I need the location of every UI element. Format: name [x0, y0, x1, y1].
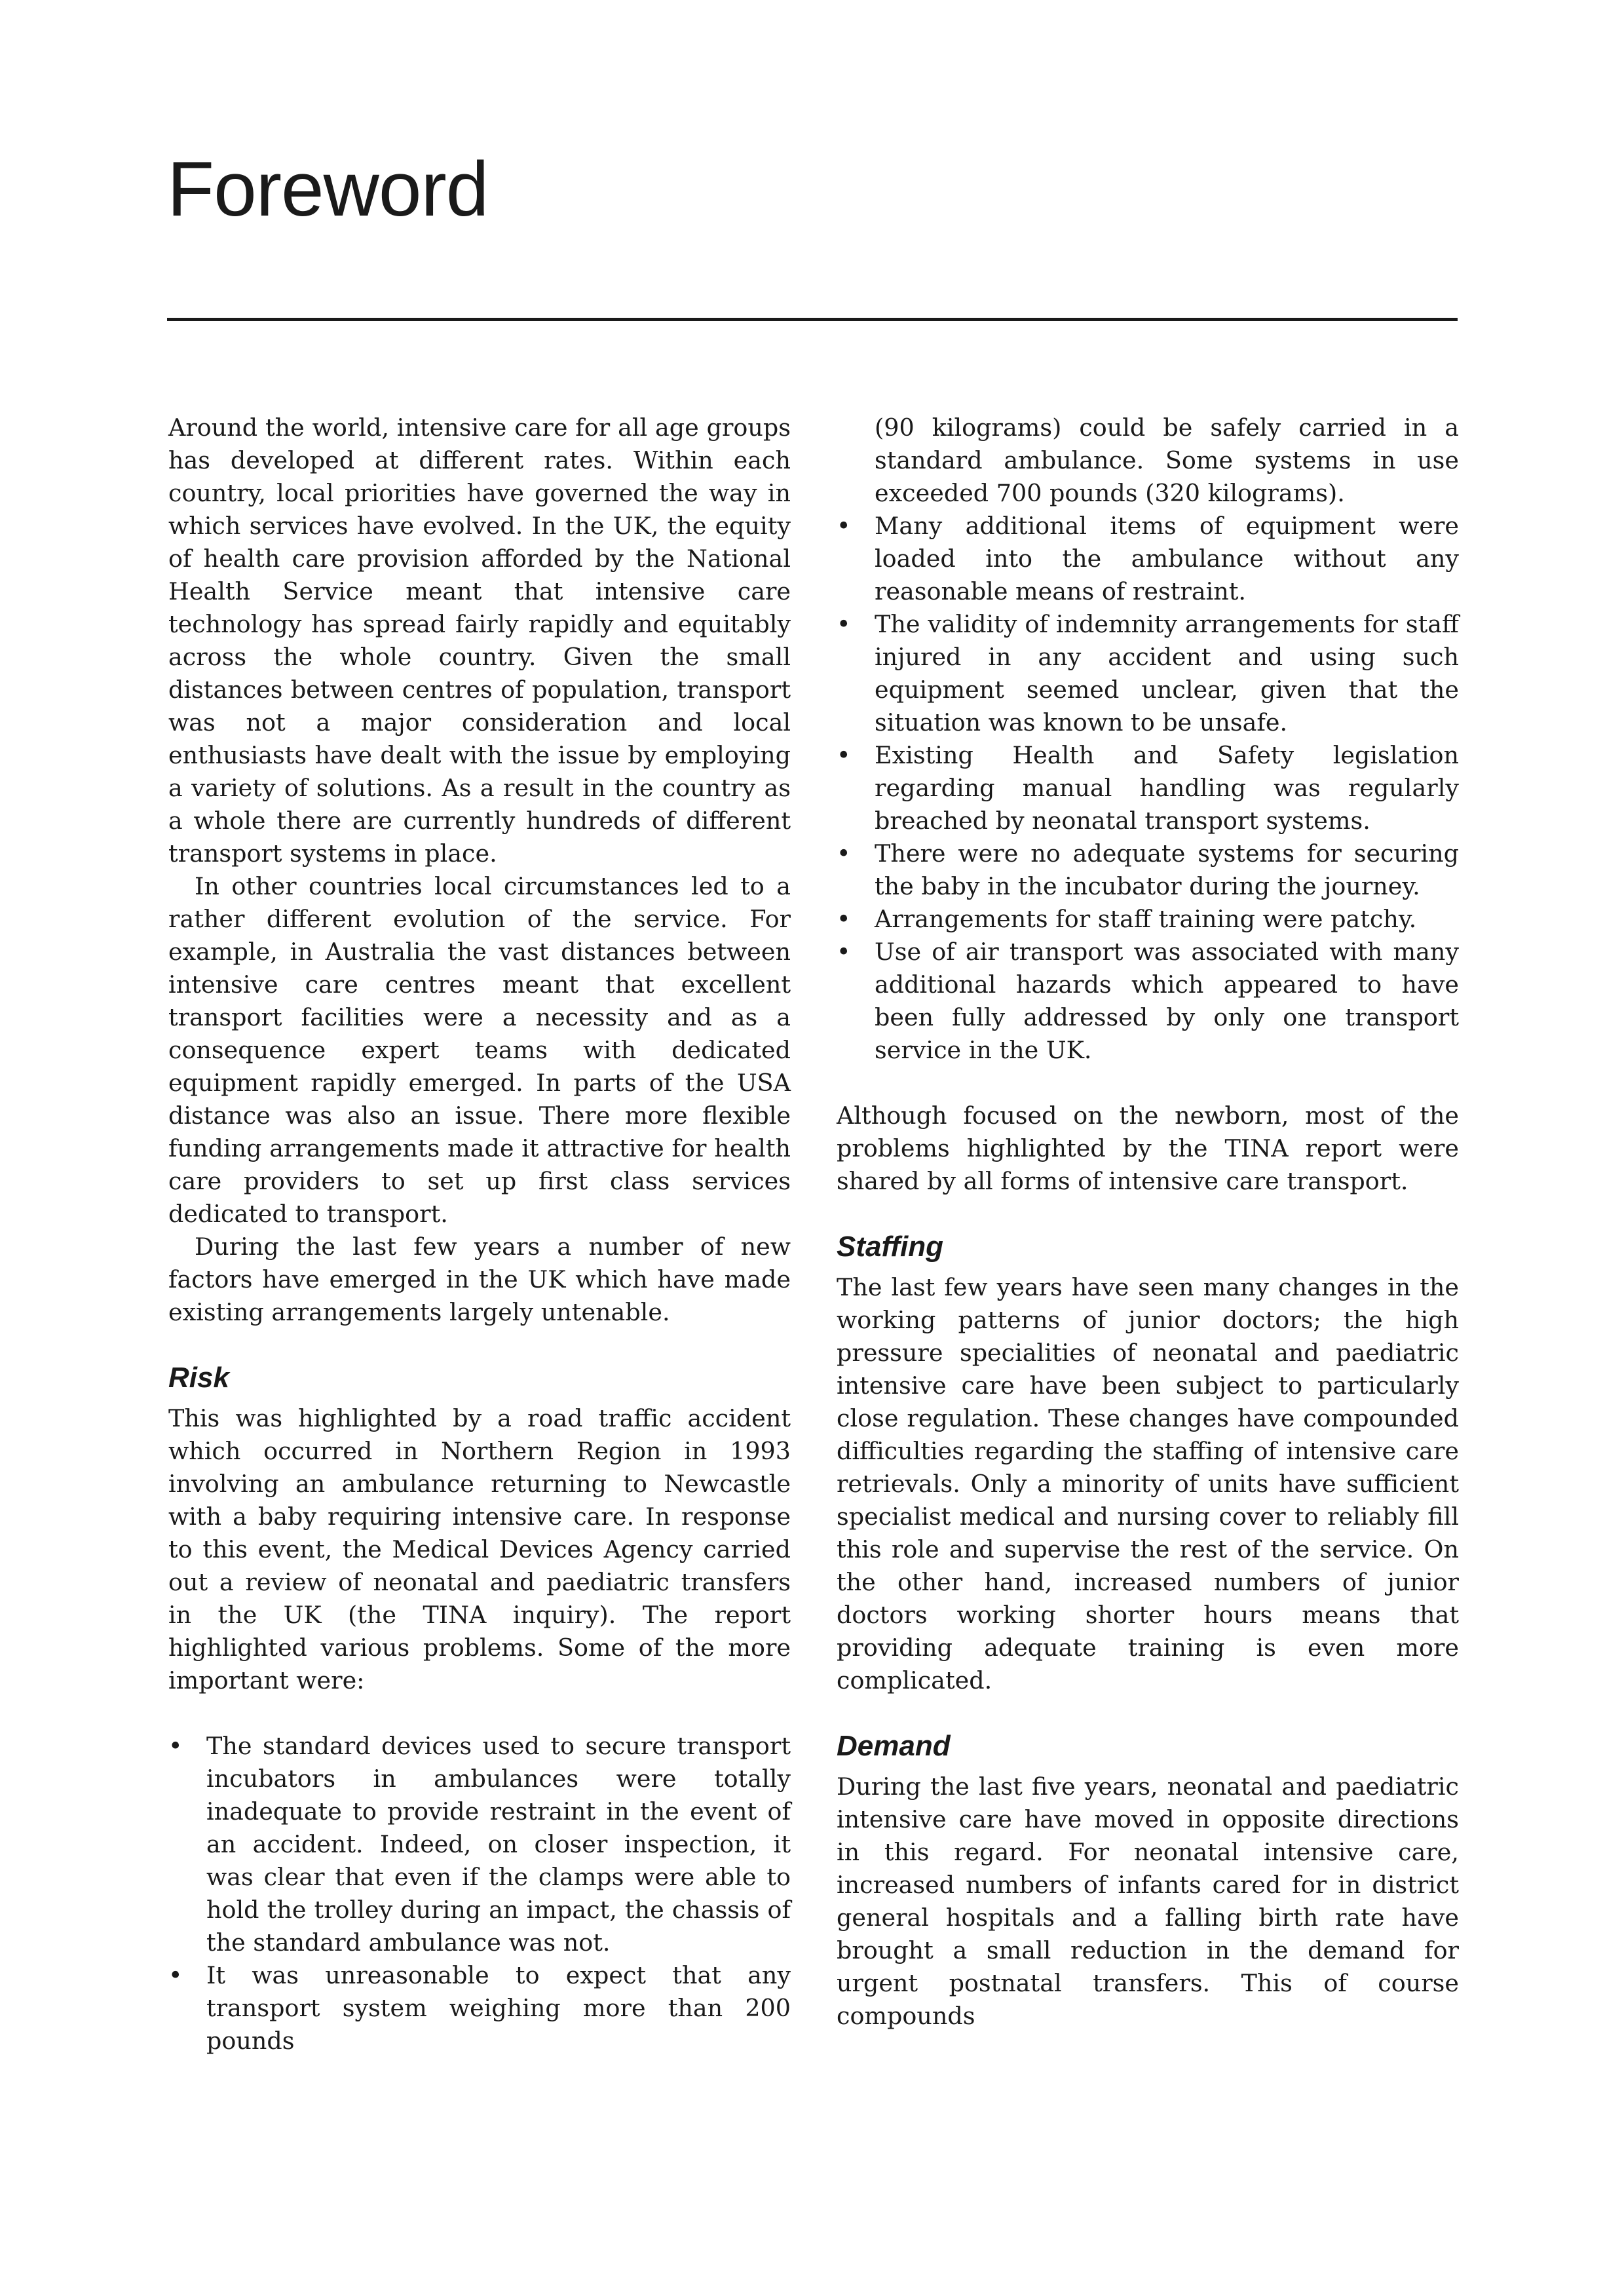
staffing-heading: Staffing [837, 1231, 943, 1263]
spacer [837, 1067, 1459, 1100]
left-column [168, 411, 791, 2057]
continued-list-text: (90 kilograms) could be safely carried in a standard ambulance. Some systems in use exceeded 700 pounds (320 kilograms). [875, 413, 1459, 507]
spacer [168, 1697, 791, 1730]
staffing-paragraph: The last few years have seen many changes in the working patterns of junior doctors; the high pressure specialities of neonatal and paediatric intensive care have been subject to particularly close regulation. These changes have compounded difficulties regarding the staffing of intensive care retrievals. Only a minority of units have sufficient specialist medical and nursing cover to reliably fill this role and supervise the rest of the service. On the other hand, increased numbers of junior doctors working shorter hours means that providing adequate training is even more complicated. [837, 1273, 1459, 1694]
list-item: • It was unreasonable to expect that any transport system weighing more than 200 pounds [168, 1959, 791, 2057]
title-rule [167, 318, 1458, 321]
intro-paragraph-3: During the last few years a number of new factors have emerged in the UK which have made existing arrangements largely untenable. [168, 1233, 791, 1326]
risk-bullet-list [168, 1730, 791, 2057]
list-item: • Arrangements for staff training were patchy. [837, 903, 1459, 936]
list-item: • Existing Health and Safety legislation regarding manual handling was regularly breached by neonatal transport systems. [837, 739, 1459, 837]
intro-paragraph-2: In other countries local circumstances led to a rather different evolution of the service. For example, in Australia the vast distances between intensive care centres meant that excellent transport facilities were a necessity and as a consequence expert teams with dedicated equipment rapidly emerged. In parts of the USA distance was also an issue. There more flexible funding arrangements made it attractive for health care providers to set up first class services dedicated to transport. [168, 872, 791, 1228]
list-item: • The validity of indemnity arrangements for staff injured in any accident and using such equipment seemed unclear, given that the situation was known to be unsafe. [837, 608, 1459, 739]
risk-paragraph: This was highlighted by a road traffic accident which occurred in Northern Region in 1993 involving an ambulance returning to Newcastle with a baby requiring intensive care. In response to this event, the Medical Devices Agency carried out a review of neonatal and paediatric transfers in the UK (the TINA inquiry). The report highlighted various problems. Some of the more important were: [168, 1404, 791, 1694]
summary-paragraph: Although focused on the newborn, most of the problems highlighted by the TINA report were shared by all forms of intensive care transport. [837, 1101, 1459, 1195]
list-item: • Use of air transport was associated with many additional hazards which appeared to have been fully addressed by only one transport service in the UK. [837, 936, 1459, 1067]
list-item: • The standard devices used to secure transport incubators in ambulances were totally inadequate to provide restraint in the event of an accident. Indeed, on closer inspection, it was clear that even if the clamps were able to hold the trolley during an impact, the chassis of the standard ambulance was not. [168, 1730, 791, 1959]
demand-heading: Demand [837, 1730, 951, 1762]
demand-paragraph: During the last five years, neonatal and paediatric intensive care have moved in opposite directions in this regard. For neonatal intensive care, increased numbers of infants cared for in district general hospitals and a falling birth rate have brought a small reduction in the demand for urgent postnatal transfers. This of course compounds [837, 1772, 1459, 2030]
list-item: • Many additional items of equipment were loaded into the ambulance without any reasonable means of restraint. [837, 510, 1459, 608]
risk-bullet-list-continued [837, 411, 1459, 1067]
intro-paragraph-1: Around the world, intensive care for all age groups has developed at different rates. Within each country, local priorities have governed the way in which services have evolved. In the UK, the equity of health care provision afforded by the National Health Service meant that intensive care technology has spread fairly rapidly and equitably across the whole country. Given the small distances between centres of population, transport was not a major consideration and local enthusiasts have dealt with the issue by employing a variety of solutions. As a result in the country as a whole there are currently hundreds of different transport systems in place. [168, 413, 791, 868]
right-column [837, 411, 1459, 2033]
page-title: Foreword [167, 146, 489, 233]
list-item: • There were no adequate systems for securing the baby in the incubator during the journey. [837, 837, 1459, 903]
risk-heading: Risk [168, 1362, 229, 1394]
